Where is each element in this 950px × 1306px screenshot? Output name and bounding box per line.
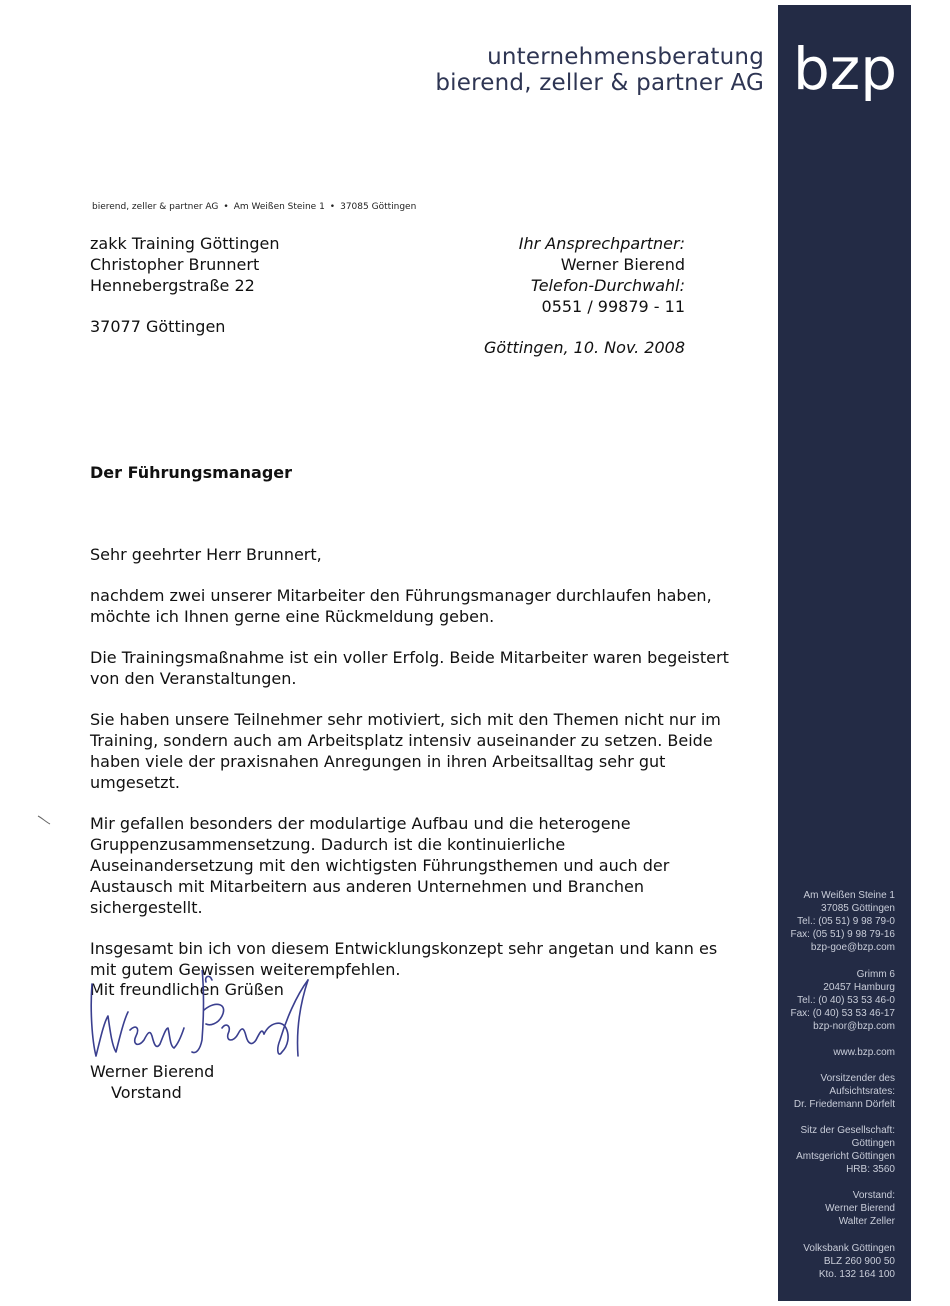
sidebar-line: Vorsitzender des <box>820 1073 895 1084</box>
letter-body <box>90 544 730 1000</box>
sidebar-line: BLZ 260 900 50 <box>823 1256 895 1267</box>
sidebar-line: Göttingen <box>851 1138 895 1149</box>
sidebar-line: Amtsgericht Göttingen <box>796 1151 895 1162</box>
sidebar-line: Tel.: (05 51) 9 98 79-0 <box>797 916 895 927</box>
contact-phone-label: Telefon-Durchwahl: <box>530 276 685 295</box>
sidebar-line: 20457 Hamburg <box>823 982 895 993</box>
sidebar-line: HRB: 3560 <box>846 1164 895 1175</box>
letterhead-sidebar <box>778 5 911 1301</box>
recipient-street: Hennebergstraße 22 <box>90 276 255 295</box>
sidebar-bank <box>803 1242 895 1281</box>
sidebar-line: Aufsichtsrates: <box>829 1086 895 1097</box>
sender-street: Am Weißen Steine 1 <box>233 202 325 212</box>
sidebar-line: Volksbank Göttingen <box>803 1243 895 1254</box>
sidebar-line: 37085 Göttingen <box>821 903 895 914</box>
sidebar-line: Walter Zeller <box>838 1216 895 1227</box>
sidebar-board <box>825 1189 895 1228</box>
sidebar-board-chair <box>794 1072 895 1111</box>
sidebar-line: Sitz der Gesellschaft: <box>800 1125 895 1136</box>
contact-person: Werner Bierend <box>560 255 685 274</box>
company-line-2: bierend, zeller & partner AG <box>435 70 764 96</box>
sidebar-line: Tel.: (0 40) 53 53 46-0 <box>797 995 895 1006</box>
separator-dot: • <box>329 202 336 212</box>
sidebar-office-goettingen <box>790 889 895 954</box>
sender-return-address <box>92 202 416 212</box>
sidebar-line: www.bzp.com <box>833 1047 895 1058</box>
recipient-address <box>90 233 280 337</box>
body-paragraph: nachdem zwei unserer Mitarbeiter den Führungsmanager durchlaufen haben, möchte ich Ihnen gerne eine Rückmeldung geben. <box>90 586 712 626</box>
body-paragraph: Insgesamt bin ich von diesem Entwicklungskonzept sehr angetan und kann es mit gutem Gewissen weiterempfehlen. <box>90 939 718 979</box>
signer-name: Werner Bierend <box>90 1062 215 1081</box>
letterhead-company <box>435 44 764 96</box>
salutation: Sehr geehrter Herr Brunnert, <box>90 545 322 564</box>
body-paragraph: Sie haben unsere Teilnehmer sehr motiviert, sich mit den Themen nicht nur im Training, sondern auch am Arbeitsplatz intensiv auseinander zu setzen. Beide haben viele der praxisnahen Anregungen in ihren Arbeitsalltag sehr gut umgesetzt. <box>90 710 721 792</box>
sidebar-line: Am Weißen Steine 1 <box>803 890 895 901</box>
body-paragraph: Mir gefallen besonders der modulartige Aufbau und die heterogene Gruppenzusammensetzung. Dadurch ist die kontinuierliche Auseinandersetzung mit den wichtigsten Führungsthemen und auch der Austausch mit Mitarbeitern aus anderen Unternehmen und Branchen sichergestellt. <box>90 814 670 917</box>
handwritten-signature <box>86 970 336 1065</box>
signer-role: Vorstand <box>111 1083 182 1102</box>
contact-phone: 0551 / 99879 - 11 <box>541 297 685 316</box>
sidebar-line: Werner Bierend <box>825 1203 895 1214</box>
recipient-org: zakk Training Göttingen <box>90 234 280 253</box>
sidebar-office-hamburg <box>790 968 895 1033</box>
sidebar-line: Kto. 132 164 100 <box>818 1269 895 1280</box>
sidebar-website <box>833 1046 895 1059</box>
sidebar-line: Fax: (0 40) 53 53 46-17 <box>790 1008 895 1019</box>
margin-pen-mark <box>36 814 52 826</box>
sidebar-line: Vorstand: <box>852 1190 895 1201</box>
company-line-1: unternehmensberatung <box>487 44 764 70</box>
contact-block <box>484 233 685 358</box>
closing: Mit freundlichen Grüßen <box>90 980 284 999</box>
sidebar-registry <box>796 1124 895 1176</box>
sidebar-line: Dr. Friedemann Dörfelt <box>793 1099 895 1110</box>
body-paragraph: Die Trainingsmaßnahme ist ein voller Erfolg. Beide Mitarbeiter waren begeistert von den Veranstaltungen. <box>90 648 729 688</box>
contact-person-label: Ihr Ansprechpartner: <box>518 234 685 253</box>
recipient-city: 37077 Göttingen <box>90 317 226 336</box>
sidebar-line: bzp-nor@bzp.com <box>813 1021 895 1032</box>
logo-text: bzp <box>792 35 898 103</box>
letter-date: Göttingen, 10. Nov. 2008 <box>484 338 685 357</box>
sidebar-line: Fax: (05 51) 9 98 79-16 <box>790 929 895 940</box>
letter-subject: Der Führungsmanager <box>90 463 293 482</box>
sender-city: 37085 Göttingen <box>340 202 417 212</box>
sidebar-line: bzp-goe@bzp.com <box>810 942 895 953</box>
sender-company: bierend, zeller & partner AG <box>92 202 219 212</box>
separator-dot: • <box>223 202 229 212</box>
sidebar-line: Grimm 6 <box>856 969 895 980</box>
signer-block <box>90 1061 214 1103</box>
bzp-logo <box>790 27 900 117</box>
recipient-name: Christopher Brunnert <box>90 255 260 274</box>
